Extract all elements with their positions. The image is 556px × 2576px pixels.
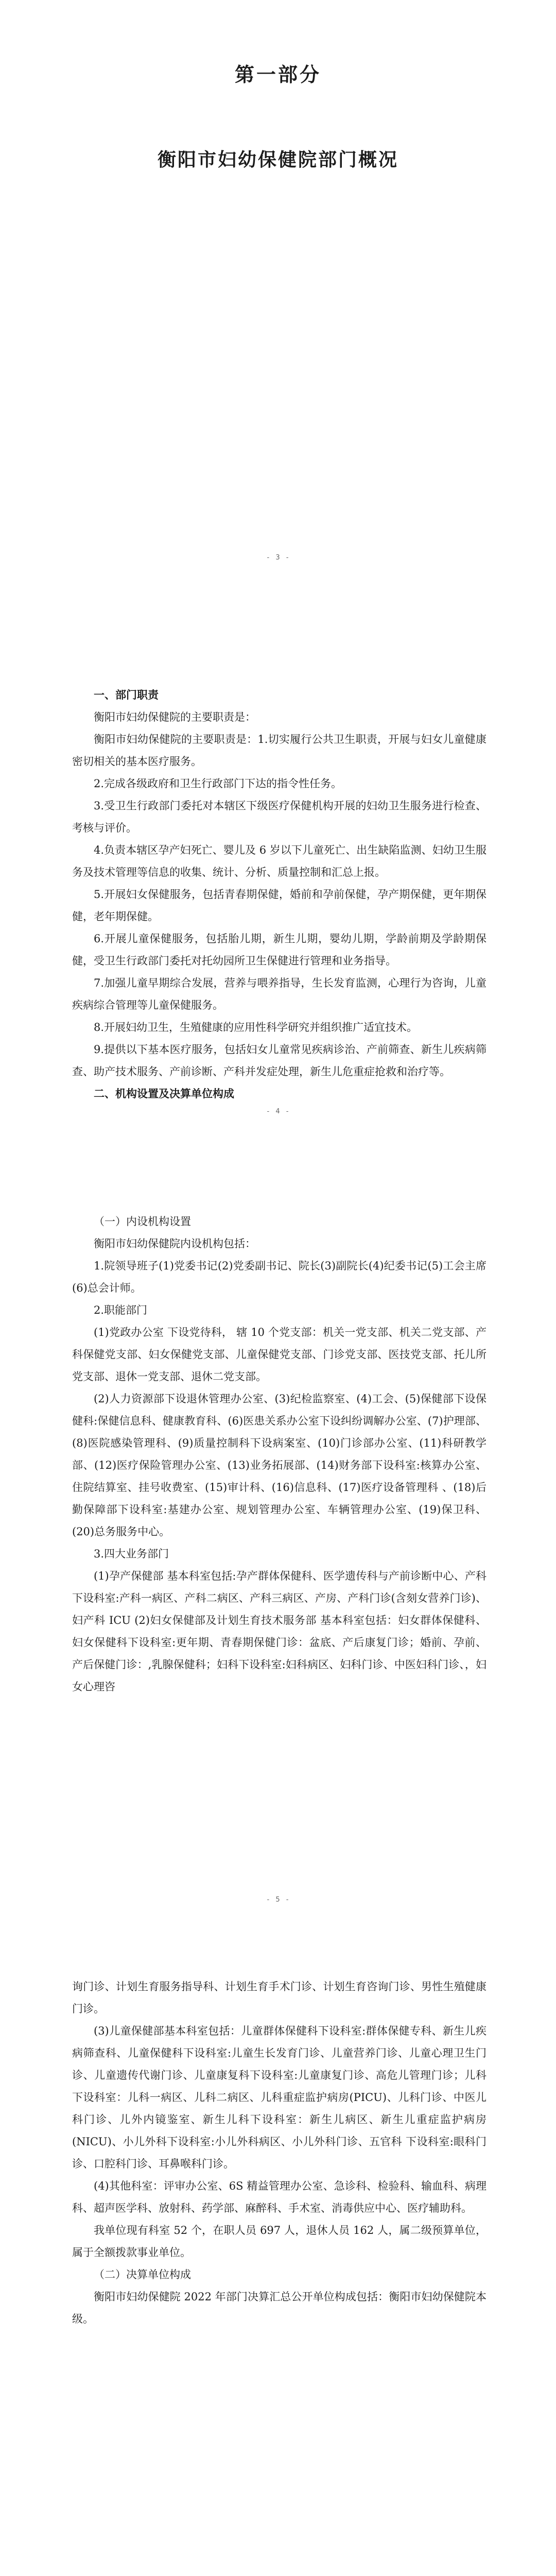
paragraph: 9.提供以下基本医疗服务，包括妇女儿童常见疾病诊治、产前筛查、新生儿疾病筛查、助产技术服务、产前诊断、产科并发症处理，新生儿危重症抢救和治疗等。 [72, 1043, 486, 1078]
paragraph: （二）决算单位构成 [94, 2268, 191, 2281]
paragraph: 2.完成各级政府和卫生行政部门下达的指令性任务。 [94, 777, 342, 790]
paragraph: 我单位现有科室 52 个，在职人员 697 人，退休人员 162 人，属二级预算单位，属于全额拨款事业单位。 [72, 2224, 486, 2259]
paragraph: 4.负责本辖区孕产妇死亡、婴儿及 6 岁以下儿童死亡、出生缺陷监测、妇幼卫生服务及技术管理等信息的收集、统计、分析、质量控制和汇总上报。 [72, 844, 486, 878]
section-content [72, 684, 486, 1105]
page-number: - 3 - [267, 554, 289, 562]
paragraph: 5.开展妇女保健服务，包括青春期保健，婚前和孕前保健，孕产期保健，更年期保健，老年期保健。 [72, 888, 486, 923]
page-3 [0, 1170, 556, 2045]
paragraph: 6.开展儿童保健服务，包括胎儿期，新生儿期，婴幼儿期，学龄前期及学龄期保健，受卫生行政部门委托对托幼园所卫生保健进行管理和业务指导。 [72, 933, 486, 967]
page-number: - 4 - [267, 1108, 289, 1115]
paragraph: 询门诊、计划生育服务指导科、计划生育手术门诊、计划生育咨询门诊、男性生殖健康门诊。 [72, 1980, 486, 2015]
paragraph: 衡阳市妇幼保健院的主要职责是：1.切实履行公共卫生职责，开展与妇女儿童健康密切相关的基本医疗服务。 [72, 733, 486, 768]
paragraph: 1.院领导班子(1)党委书记(2)党委副书记、院长(3)副院长(4)纪委书记(5)工会主席 (6)总会计师。 [72, 1260, 486, 1294]
paragraph: 8.开展妇幼卫生，生殖健康的应用性科学研究并组织推广适宜技术。 [94, 1021, 418, 1033]
paragraph: (2)人力资源部下设退休管理办公室、(3)纪检监察室、(4)工会、(5)保健部下设保健科:保健信息科、健康教育科、(6)医患关系办公室下设纠纷调解办公室、(7)护理部、(8)医院感染管理科、(9)质量控制科下设病案室、(10)门诊部办公室、(11)科研教学部、(12)医疗保险管理办公室、(13)业务拓展部、(14)财务部下设科室:核算办公室、住院结算室、挂号收费室、(15)审计科、(16)信息科、(17)医疗设备管理科 、(18)后勤保障部下设科室:基建办公室、规划管理办公室、车辆管理办公室、(19)保卫科、(20)总务服务中心。 [72, 1393, 486, 1538]
paragraph: 7.加强儿童早期综合发展，营养与喂养指导，生长发育监测，心理行为咨询，儿童疾病综合管理等儿童保健服务。 [72, 977, 486, 1011]
section-heading: 一、部门职责 [94, 689, 159, 701]
section-heading: 二、机构设置及决算单位构成 [94, 1088, 234, 1100]
paragraph: (3)儿童保健部基本科室包括：儿童群体保健科下设科室:群体保健专科、新生儿疾病筛查科、儿童保健科下设科室:儿童生长发育门诊、儿童营养门诊、儿童心理卫生门诊、儿童遗传代谢门诊、儿童康复科下设科室:儿童康复门诊、高危儿管理门诊；儿科下设科室：儿科一病区、儿科二病区、儿科重症监护病房(PICU)、儿科门诊、中医儿科门诊、儿外内镜鉴室、新生儿科下设科室：新生儿病区、新生儿重症监护病房(NICU)、小儿外科下设科室:小儿外科病区、小儿外科门诊、五官科 下设科室:眼科门诊、口腔科门诊、耳鼻喉科门诊。 [72, 2025, 486, 2170]
paragraph: (1)孕产保健部 基本科室包括:孕产群体保健科、医学遗传科与产前诊断中心、产科下设科室:产科一病区、产科二病区、产科三病区、产房、产科门诊(含刻女营养门诊)、妇产科 ICU (2)妇女保健部及计划生育技术服务部 基本科室包括：妇女群体保健科、妇女保健科下设科室:更年期、青春期保健门诊：盆底、产后康复门诊；婚前、孕前、产后保健门诊：,乳腺保健科；妇科下设科室:妇科病区、妇科门诊、中医妇科门诊、，妇女心理咨 [72, 1570, 486, 1693]
paragraph: 3.四大业务部门 [94, 1548, 169, 1560]
paragraph: （一）内设机构设置 [94, 1215, 191, 1228]
paragraph: 衡阳市妇幼保健院 2022 年部门决算汇总公开单位构成包括：衡阳市妇幼保健院本级。 [72, 2291, 486, 2325]
paragraph: (1)党政办公室 下设党待科， 辖 10 个党支部：机关一党支部、机关二党支部、产科保健党支部、妇女保健党支部、儿童保健党支部、门诊党支部、医技党支部、托儿所党支部、退休一党支部、退休二党支部。 [72, 1326, 486, 1383]
section-content [72, 1211, 486, 1698]
section-content [72, 1976, 486, 2330]
main-title: 衡阳市妇幼保健院部门概况 [157, 149, 398, 171]
paragraph: (4)其他科室：评审办公室、6S 精益管理办公室、急诊科、检验科、输血科、病理科、超声医学科、放射科、药学部、麻醉科、手术室、消毒供应中心、医疗辅助科。 [72, 2180, 486, 2214]
paragraph: 衡阳市妇幼保健院的主要职责是： [94, 711, 256, 723]
page-4 [0, 1945, 556, 2576]
paragraph: 2.职能部门 [94, 1304, 148, 1316]
page-number: - 5 - [267, 1896, 289, 1904]
paragraph: 3.受卫生行政部门委托对本辖区下级医疗保健机构开展的妇幼卫生服务进行检查、考核与评价。 [72, 800, 486, 834]
paragraph: 衡阳市妇幼保健院内设机构包括： [94, 1238, 256, 1250]
part-title: 第一部分 [234, 63, 321, 86]
